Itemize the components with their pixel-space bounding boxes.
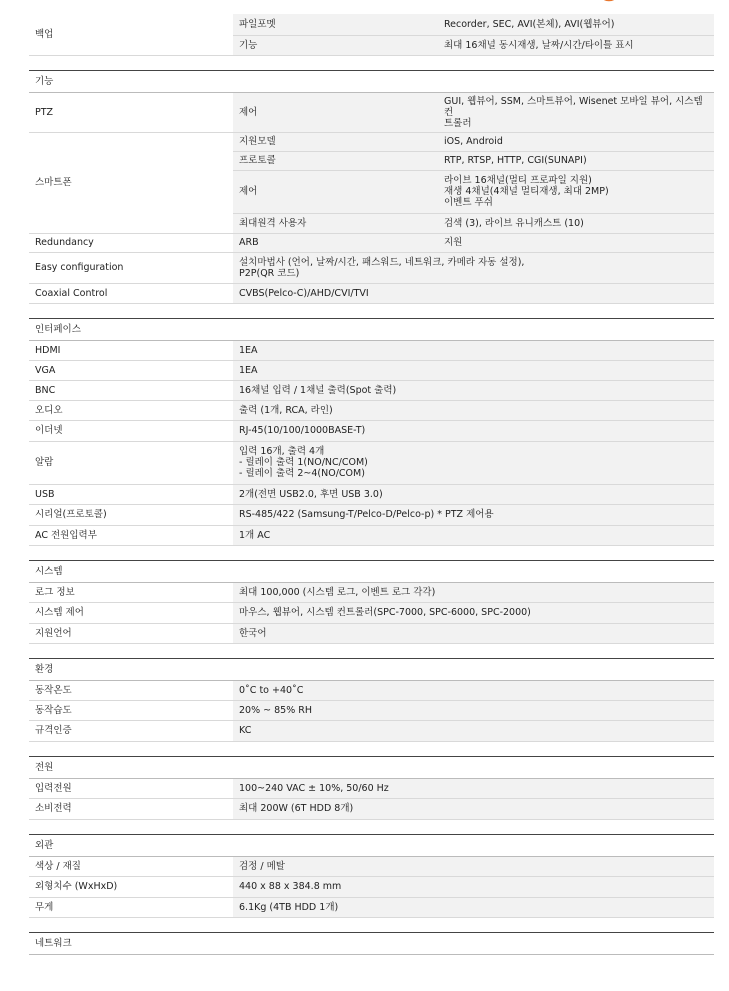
table-row xyxy=(29,283,714,303)
row-value: CVBS(Pelco-C)/AHD/CVI/TVI xyxy=(233,283,714,303)
brand-logo xyxy=(595,0,725,10)
row-label: Coaxial Control xyxy=(29,283,233,303)
table-row xyxy=(29,420,714,441)
row-value: 1EA xyxy=(233,340,714,360)
table-row xyxy=(29,525,714,545)
row-value: RTP, RTSP, HTTP, CGI(SUNAPI) xyxy=(438,151,714,170)
row-label: 소비전력 xyxy=(29,798,233,819)
table-row xyxy=(29,623,714,643)
row-label: 동작습도 xyxy=(29,700,233,720)
row-value: 한국어 xyxy=(233,623,714,643)
row-sub-label: ARB xyxy=(233,233,438,252)
section-header xyxy=(29,70,714,92)
section-title: 환경 xyxy=(29,658,714,680)
row-label: 시리얼(프로토콜) xyxy=(29,504,233,525)
row-value: 6.1Kg (4TB HDD 1개) xyxy=(233,897,714,917)
row-label: 외형치수 (WxHxD) xyxy=(29,876,233,897)
table-row xyxy=(29,798,714,819)
spec-sheet xyxy=(29,14,714,955)
section-title: 시스템 xyxy=(29,560,714,582)
table-row xyxy=(29,856,714,876)
section-header xyxy=(29,560,714,582)
row-sub-label: 파일포멧 xyxy=(233,14,438,35)
row-label: VGA xyxy=(29,360,233,380)
row-value: 최대 16채널 동시재생, 날짜/시간/타이틀 표시 xyxy=(438,35,714,55)
table-row xyxy=(29,441,714,484)
row-sub-label: 제어 xyxy=(233,170,438,213)
row-label: HDMI xyxy=(29,340,233,360)
table-row xyxy=(29,233,714,252)
section-header xyxy=(29,756,714,778)
row-sub-label: 기능 xyxy=(233,35,438,55)
row-label: 시스템 제어 xyxy=(29,602,233,623)
table-row xyxy=(29,340,714,360)
row-value: 20% ~ 85% RH xyxy=(233,700,714,720)
row-label: 이더넷 xyxy=(29,420,233,441)
table-row xyxy=(29,680,714,700)
row-label: AC 전원입력부 xyxy=(29,525,233,545)
row-label: 입력전원 xyxy=(29,778,233,798)
table-row xyxy=(29,700,714,720)
row-sub-label: 프로토콜 xyxy=(233,151,438,170)
row-value: 440 x 88 x 384.8 mm xyxy=(233,876,714,897)
row-label: Easy configuration xyxy=(29,252,233,283)
hanwha-logo-icon xyxy=(595,0,725,10)
table-row xyxy=(29,876,714,897)
section-header xyxy=(29,318,714,340)
row-value: RS-485/422 (Samsung-T/Pelco-D/Pelco-p) * PTZ 제어용 xyxy=(233,504,714,525)
section-title: 네트워크 xyxy=(29,932,714,954)
section-title: 기능 xyxy=(29,70,714,92)
row-value: RJ-45(10/100/1000BASE-T) xyxy=(233,420,714,441)
table-row xyxy=(29,582,714,602)
row-label: 색상 / 재질 xyxy=(29,856,233,876)
table-row xyxy=(29,360,714,380)
row-value: 1개 AC xyxy=(233,525,714,545)
table-row xyxy=(29,720,714,741)
row-value: 라이브 16채널(멀티 프로파일 지원) 재생 4채널(4채널 멀티재생, 최대 2MP) 이벤트 푸쉬 xyxy=(438,170,714,213)
row-label: 알람 xyxy=(29,441,233,484)
row-label: 로그 정보 xyxy=(29,582,233,602)
row-value: 입력 16개, 출력 4개 - 릴레이 출력 1(NO/NC/COM) - 릴레이 출력 2~4(NO/COM) xyxy=(233,441,714,484)
table-row xyxy=(29,897,714,917)
row-value: iOS, Android xyxy=(438,132,714,151)
backup-label: 백업 xyxy=(29,14,233,55)
row-value: GUI, 웹뷰어, SSM, 스마트뷰어, Wisenet 모바일 뷰어, 시스템 컨 트롤러 xyxy=(438,92,714,132)
row-label: 오디오 xyxy=(29,400,233,420)
table-row xyxy=(29,778,714,798)
row-value: 지원 xyxy=(438,233,714,252)
section-header xyxy=(29,834,714,856)
table-row xyxy=(29,252,714,283)
section-title: 전원 xyxy=(29,756,714,778)
row-sub-label: 최대원격 사용자 xyxy=(233,213,438,233)
table-row xyxy=(29,14,714,35)
row-value: 출력 (1개, RCA, 라인) xyxy=(233,400,714,420)
row-label: Redundancy xyxy=(29,233,233,252)
row-sub-label: 지원모델 xyxy=(233,132,438,151)
row-value: 100~240 VAC ± 10%, 50/60 Hz xyxy=(233,778,714,798)
table-row xyxy=(29,400,714,420)
row-label: 무게 xyxy=(29,897,233,917)
row-value: 최대 200W (6T HDD 8개) xyxy=(233,798,714,819)
table-row xyxy=(29,484,714,504)
row-value: 검정 / 메탈 xyxy=(233,856,714,876)
table-row xyxy=(29,602,714,623)
row-sub-label: 제어 xyxy=(233,92,438,132)
section-header xyxy=(29,658,714,680)
table-row xyxy=(29,380,714,400)
row-label: 지원언어 xyxy=(29,623,233,643)
row-value: 설치마법사 (언어, 날짜/시간, 패스워드, 네트워크, 카메라 자동 설정), P2P(QR 코드) xyxy=(233,252,714,283)
section-title: 외관 xyxy=(29,834,714,856)
section-header xyxy=(29,932,714,954)
row-value: 2개(전면 USB2.0, 후면 USB 3.0) xyxy=(233,484,714,504)
row-label: USB xyxy=(29,484,233,504)
section-title: 인터페이스 xyxy=(29,318,714,340)
row-value: Recorder, SEC, AVI(본체), AVI(웹뷰어) xyxy=(438,14,714,35)
table-row xyxy=(29,504,714,525)
row-label: 스마트폰 xyxy=(29,132,233,233)
table-row xyxy=(29,132,714,151)
row-value: 16채널 입력 / 1채널 출력(Spot 출력) xyxy=(233,380,714,400)
row-value: 0˚C to +40˚C xyxy=(233,680,714,700)
row-label: BNC xyxy=(29,380,233,400)
row-label: 동작온도 xyxy=(29,680,233,700)
row-value: 1EA xyxy=(233,360,714,380)
table-row xyxy=(29,92,714,132)
row-value: 마우스, 웹뷰어, 시스템 컨트롤러(SPC-7000, SPC-6000, SPC-2000) xyxy=(233,602,714,623)
row-label: PTZ xyxy=(29,92,233,132)
spec-table xyxy=(29,14,714,955)
row-label: 규격인증 xyxy=(29,720,233,741)
row-value: KC xyxy=(233,720,714,741)
row-value: 최대 100,000 (시스템 로그, 이벤트 로그 각각) xyxy=(233,582,714,602)
row-value: 검색 (3), 라이브 유니캐스트 (10) xyxy=(438,213,714,233)
